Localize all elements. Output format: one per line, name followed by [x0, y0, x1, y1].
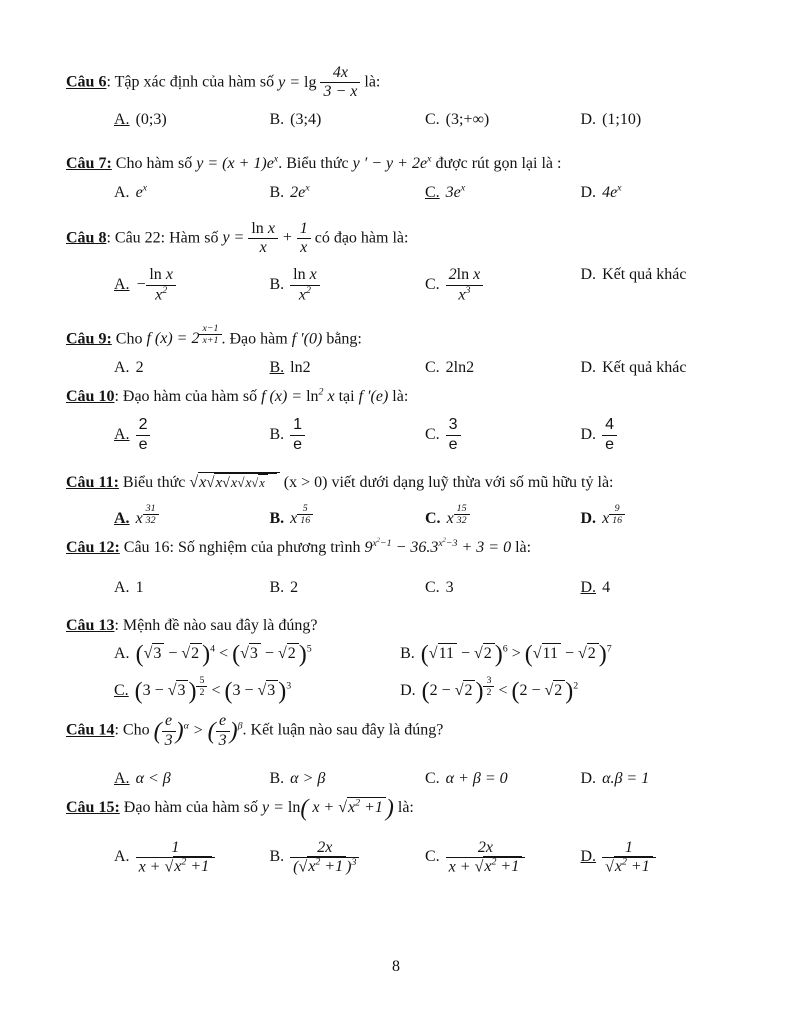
question-text: bằng: [322, 330, 362, 348]
option-value: 3 [445, 578, 454, 596]
option-value: (0;3) [135, 110, 167, 128]
option-a [114, 359, 270, 377]
option-c [425, 839, 581, 877]
option-value: $\frac{3}{e}$ [446, 426, 461, 443]
option-b [270, 266, 426, 304]
option-value: 4 [602, 578, 611, 596]
question-text: : Mệnh đề nào sau đây là đúng? [114, 616, 318, 634]
option-d [400, 674, 686, 705]
question-7 [66, 153, 736, 202]
option-letter: A. [114, 510, 130, 528]
option-letter: C. [425, 183, 440, 201]
question-label: Câu 6 [66, 73, 107, 91]
option-letter: C. [425, 110, 440, 128]
question-text: là: [360, 73, 381, 91]
option-c [425, 416, 581, 454]
options-row [66, 359, 736, 377]
question-heading [66, 712, 736, 750]
options-row [66, 503, 736, 529]
question-text: . Kết luận nào sau đây là đúng? [242, 721, 444, 739]
option-value: (√11 − √2 )$^6$ > (√11 − √2 )$^7$ [420, 641, 612, 668]
option-value: α < β [135, 770, 171, 787]
option-value: x $^{\frac{15}{32}}$ [447, 510, 470, 527]
option-letter: A. [114, 770, 130, 787]
question-6 [66, 64, 736, 129]
question-text: . Đạo hàm [221, 330, 292, 348]
option-value: (√3 − √2 )$^4$ < (√3 − √2 )$^5$ [135, 641, 312, 668]
formula: $y = (x + 1)e^x$ [196, 153, 279, 172]
question-text: là: [511, 539, 532, 557]
page-number: 8 [392, 958, 400, 975]
options-row [114, 674, 736, 705]
question-label: Câu 14 [66, 721, 115, 739]
option-b [270, 416, 426, 454]
option-c [425, 183, 581, 201]
question-text: Cho hàm số [111, 154, 197, 172]
options-row [66, 111, 736, 129]
option-letter: C. [425, 276, 440, 294]
option-c [425, 111, 581, 129]
option-value: $2e^x$ [290, 182, 310, 201]
option-letter: D. [580, 183, 597, 201]
formula: √x√x√x√x√x [189, 472, 279, 491]
formula: f $(x) = \ln^2 x$ [261, 386, 335, 405]
question-heading [66, 386, 736, 408]
question-11 [66, 472, 736, 528]
option-b [270, 503, 426, 529]
option-value: $e^x$ [135, 182, 148, 201]
question-text: là: [393, 799, 414, 816]
question-text: Câu 16: Số nghiệm của phương trình [119, 539, 365, 557]
option-letter: B. [269, 426, 285, 444]
option-letter: A. [114, 358, 130, 376]
option-letter: A. [114, 848, 130, 866]
option-b [270, 111, 426, 129]
options-row [66, 839, 736, 877]
question-label: Câu 10 [66, 387, 115, 405]
question-heading [66, 615, 736, 637]
options-row [66, 266, 736, 304]
option-value: − $\frac{\text{ln x}}{x^2}$ [136, 276, 176, 293]
option-a [114, 183, 270, 201]
option-a [114, 641, 400, 668]
formula: f ′(e) [358, 387, 389, 405]
option-value: $\frac{1}{√x^2 +1}$ [602, 848, 656, 865]
option-value: α > β [290, 770, 326, 787]
option-c [425, 266, 581, 304]
question-heading [66, 64, 736, 102]
question-text: là: [388, 387, 409, 405]
option-a [114, 266, 270, 304]
question-heading [66, 795, 736, 822]
formula: f ′(0) [291, 330, 323, 348]
option-value: $\frac{2}{e}$ [136, 426, 151, 443]
option-letter: B. [269, 510, 285, 528]
option-d [581, 579, 737, 597]
option-letter: D. [580, 110, 597, 128]
option-value: Kết quả khác [602, 266, 687, 284]
option-value: $\frac{\text{ln x}}{x^2}$ [290, 276, 320, 293]
question-13 [66, 615, 736, 705]
question-10 [66, 386, 736, 454]
option-letter: D. [580, 578, 597, 596]
option-a [114, 503, 270, 529]
question-label: Câu 13 [66, 616, 115, 634]
question-text: có đạo hàm là: [310, 229, 409, 247]
option-value: x $^{\frac{9}{16}}$ [602, 510, 625, 527]
question-text: . Biểu thức [278, 154, 353, 172]
question-text: Cho [111, 330, 147, 348]
option-letter: D. [580, 358, 597, 376]
option-value: x $^{\frac{31}{32}}$ [136, 510, 159, 527]
option-d [581, 266, 737, 304]
option-letter: C. [425, 578, 440, 596]
question-label: Câu 9: [66, 330, 112, 348]
option-value: (3 − √3 ) $^{\frac{5}{2}}$ < (3 − √3 )$^3$ [134, 674, 292, 705]
option-letter: D. [580, 848, 597, 866]
option-value: (1;10) [602, 110, 642, 128]
option-letter: C. [114, 682, 129, 700]
option-letter: D. [400, 682, 416, 700]
option-value: α + β = 0 [445, 770, 508, 787]
formula: y = lg $\frac{4x}{3 - x}$ [278, 74, 360, 91]
option-c [114, 674, 400, 705]
option-value: 2ln2 [445, 358, 475, 376]
question-label: Câu 11: [66, 474, 119, 492]
option-value: x $^{\frac{5}{16}}$ [290, 510, 313, 527]
option-d [581, 416, 737, 454]
option-letter: A. [114, 426, 130, 444]
question-heading [66, 323, 736, 350]
options-grid [66, 641, 736, 705]
option-letter: A. [114, 644, 130, 662]
question-12 [66, 537, 736, 597]
question-text: được rút gọn lại là : [431, 154, 562, 172]
option-value: ln2 [290, 358, 311, 376]
question-text: : Cho [114, 721, 154, 739]
option-c [425, 503, 581, 529]
option-b [270, 839, 426, 877]
option-letter: B. [269, 770, 285, 787]
option-letter: B. [269, 110, 285, 128]
question-heading [66, 537, 736, 559]
option-letter: B. [400, 644, 415, 662]
option-d [581, 359, 737, 377]
option-letter: A. [114, 578, 130, 596]
option-d [581, 183, 737, 201]
question-8 [66, 220, 736, 305]
option-letter: C. [425, 358, 440, 376]
formula: f (x) = 2 $^{\frac{x-1}{x+1}}$ [146, 330, 221, 347]
option-value: 2 [135, 358, 144, 376]
option-value: (3;4) [290, 110, 322, 128]
formula: ( $\frac{e}{3}$ )$^\alpha$ > ( $\frac{e}{3}$ )$^\beta$ [153, 712, 243, 749]
option-letter: B. [269, 183, 285, 201]
option-b [270, 770, 426, 788]
question-text: tại [334, 387, 359, 405]
option-a [114, 111, 270, 129]
option-a [114, 416, 270, 454]
question-text: : Tập xác định của hàm số [106, 73, 279, 91]
option-letter: A. [114, 276, 130, 294]
formula: $9^{x^2-1} - 36.3^{x^2-3} + 3 = 0$ [364, 537, 512, 557]
option-b [270, 183, 426, 201]
question-label: Câu 12: [66, 539, 120, 557]
option-letter: C. [425, 426, 440, 444]
question-15 [66, 797, 736, 877]
question-label: Câu 8 [66, 229, 107, 247]
option-letter: B. [269, 578, 285, 596]
option-letter: B. [269, 276, 285, 294]
formula: y ′ − $y + 2e^x$ [352, 153, 432, 172]
question-text: Đạo hàm của hàm số [119, 799, 262, 816]
option-value: Kết quả khác [602, 358, 687, 376]
option-value: $\frac{4}{e}$ [602, 426, 617, 443]
option-letter: B. [269, 358, 285, 376]
formula: y = $\frac{\text{ln x}}{x}$ + $\frac{1}{x}$ [222, 229, 310, 246]
option-a [114, 579, 270, 597]
option-value: (2 − √2 ) $^{\frac{3}{2}}$ < (2 − √2 )$^2$ [421, 674, 579, 705]
option-d [581, 770, 737, 788]
option-d [581, 839, 737, 877]
options-row [66, 579, 736, 597]
question-heading [66, 153, 736, 175]
option-a [114, 770, 270, 788]
question-text: Biểu thức [118, 474, 190, 492]
options-row [66, 770, 736, 788]
option-value: $\frac{2x}{x + √x^2 +1}$ [446, 848, 526, 865]
option-letter: C. [425, 770, 440, 787]
option-d [581, 503, 737, 529]
option-b [270, 579, 426, 597]
question-heading [66, 472, 736, 494]
option-value: $4e^x$ [602, 182, 622, 201]
option-value: (3;+∞) [445, 110, 490, 128]
question-text: (x > 0) viết dưới dạng luỹ thừa với số mũ hữu tỷ là: [279, 474, 614, 492]
question-14 [66, 712, 736, 788]
options-row [114, 641, 736, 668]
question-heading [66, 220, 736, 258]
options-row [66, 183, 736, 201]
option-value: $\frac{1}{e}$ [290, 426, 305, 443]
option-letter: A. [114, 183, 130, 201]
option-letter: D. [580, 510, 597, 528]
option-letter: A. [114, 110, 130, 128]
option-letter: D. [580, 266, 597, 284]
option-value: $3e^x$ [445, 182, 466, 201]
question-text: : Đạo hàm của hàm số [114, 387, 262, 405]
option-letter: D. [580, 426, 597, 444]
question-9 [66, 323, 736, 377]
option-letter: B. [269, 848, 285, 866]
option-c [425, 579, 581, 597]
option-c [425, 359, 581, 377]
option-d [581, 111, 737, 129]
option-value: α.β = 1 [602, 770, 650, 787]
option-value: 2 [290, 578, 299, 596]
options-row [66, 416, 736, 454]
option-value: 1 [135, 578, 144, 596]
option-value: $\frac{\text{2ln x}}{x^3}$ [446, 276, 484, 293]
option-value: $\frac{2x}{(√x^2 +1 )^3}$ [290, 848, 359, 865]
option-letter: C. [425, 848, 440, 866]
formula: y = ln( $x + √x^2 +1$ ) [261, 795, 394, 822]
question-label: Câu 7: [66, 154, 112, 172]
option-a [114, 839, 270, 877]
question-text: : Câu 22: Hàm số [106, 229, 223, 247]
option-c [425, 770, 581, 788]
option-b [400, 641, 686, 668]
option-letter: D. [580, 770, 597, 787]
option-value: $\frac{1}{x + √x^2 +1}$ [136, 848, 216, 865]
option-letter: C. [425, 510, 441, 528]
question-label: Câu 15: [66, 799, 120, 816]
option-b [270, 359, 426, 377]
